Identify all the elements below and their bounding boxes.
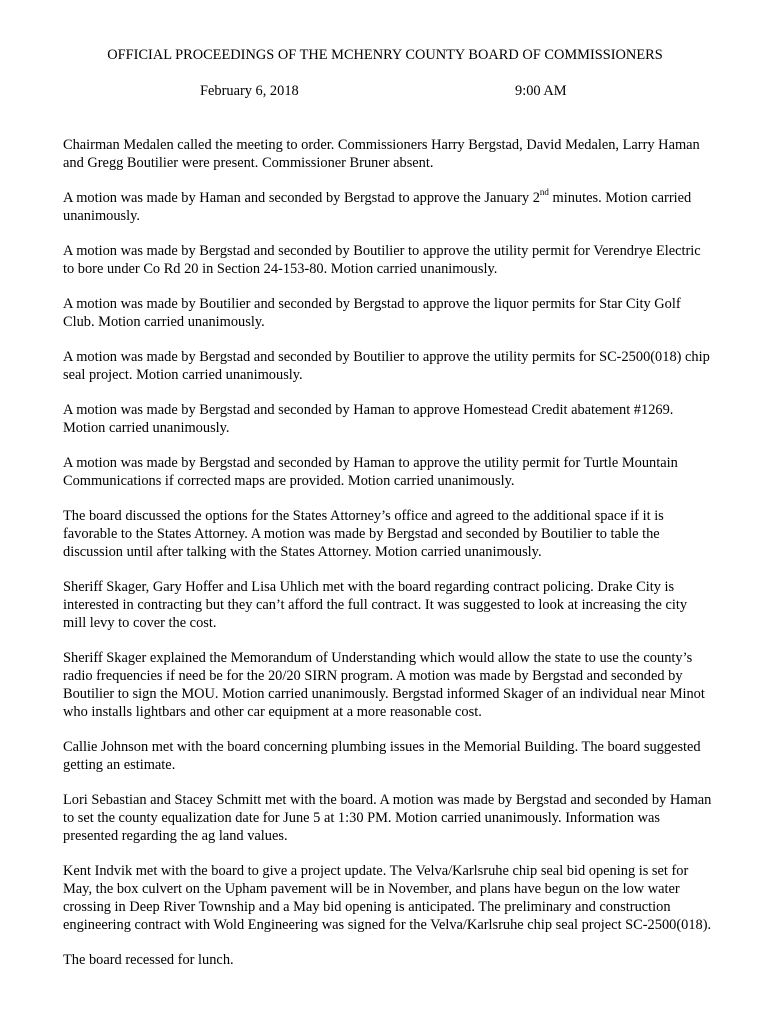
paragraph-liquor-permits: A motion was made by Boutilier and seconded by Bergstad to approve the liquor permits for Star City Golf Club. Motion carried unanimously. — [63, 296, 681, 330]
paragraph-minutes-approval — [63, 189, 713, 225]
paragraph-mou: Sheriff Skager explained the Memorandum of Understanding which would allow the state to use the county’s radio frequencies if need be for the 20/20 SIRN program. A motion was made by Bergstad and seconded by Boutilier to sign the MOU. Motion carried unanimously. Bergstad informed Skager of an individual near Minot who installs lightbars and other car equipment at a more reasonable cost. — [63, 650, 705, 720]
paragraph-minutes-text-before: A motion was made by Haman and seconded by Bergstad to approve the January 2 — [63, 190, 540, 206]
paragraph-verendrye-permit: A motion was made by Bergstad and seconded by Boutilier to approve the utility permit for Verendrye Electric to bore under Co Rd 20 in Section 24-153-80. Motion carried unanimously. — [63, 243, 701, 277]
paragraph-minutes-text-after: minutes. Motion carried unanimously. — [63, 190, 692, 224]
paragraph-call-to-order: Chairman Medalen called the meeting to order. Commissioners Harry Bergstad, David Medalen, Larry Haman and Gregg Boutilier were present. Commissioner Bruner absent. — [63, 137, 700, 171]
paragraph-equalization: Lori Sebastian and Stacey Schmitt met with the board. A motion was made by Bergstad and seconded by Haman to set the county equalization date for June 5 at 1:30 PM. Motion carried unanimously. Information was presented regarding the ag land values. — [63, 792, 712, 844]
paragraph-plumbing: Callie Johnson met with the board concerning plumbing issues in the Memorial Building. The board suggested getting an estimate. — [63, 739, 701, 773]
paragraph-chip-seal-permits: A motion was made by Bergstad and seconded by Boutilier to approve the utility permits for SC-2500(018) chip seal project. Motion carried unanimously. — [63, 349, 710, 383]
paragraph-turtle-mountain-permit: A motion was made by Bergstad and seconded by Haman to approve the utility permit for Turtle Mountain Communications if corrected maps are provided. Motion carried unanimously. — [63, 455, 678, 489]
meeting-time: 9:00 AM — [515, 83, 567, 99]
paragraph-states-attorney: The board discussed the options for the States Attorney’s office and agreed to the additional space if it is favorable to the States Attorney. A motion was made by Bergstad and seconded by Boutilier to table the discussion until after talking with the States Attorney. Motion carried unanimously. — [63, 508, 664, 560]
meeting-date: February 6, 2018 — [200, 83, 299, 99]
paragraph-project-update: Kent Indvik met with the board to give a project update. The Velva/Karlsruhe chip seal bid opening is set for May, the box culvert on the Upham pavement will be in November, and plans have begun on the low water crossing in Deep River Township and a May bid opening is anticipated. The preliminary and construction engineering contract with Wold Engineering was signed for the Velva/Karlsruhe chip seal project SC-2500(018). — [63, 863, 712, 933]
paragraph-recess: The board recessed for lunch. — [63, 952, 234, 968]
paragraph-contract-policing: Sheriff Skager, Gary Hoffer and Lisa Uhlich met with the board regarding contract policing. Drake City is interested in contracting but they can’t afford the full contract. It was suggested to look at increasing the city mill levy to cover the cost. — [63, 579, 688, 631]
paragraph-homestead-credit: A motion was made by Bergstad and seconded by Haman to approve Homestead Credit abatement #1269. Motion carried unanimously. — [63, 402, 674, 436]
document-title: OFFICIAL PROCEEDINGS OF THE MCHENRY COUNTY BOARD OF COMMISSIONERS — [107, 47, 663, 63]
ordinal-suffix: nd — [539, 187, 549, 198]
minutes-body — [63, 136, 713, 986]
